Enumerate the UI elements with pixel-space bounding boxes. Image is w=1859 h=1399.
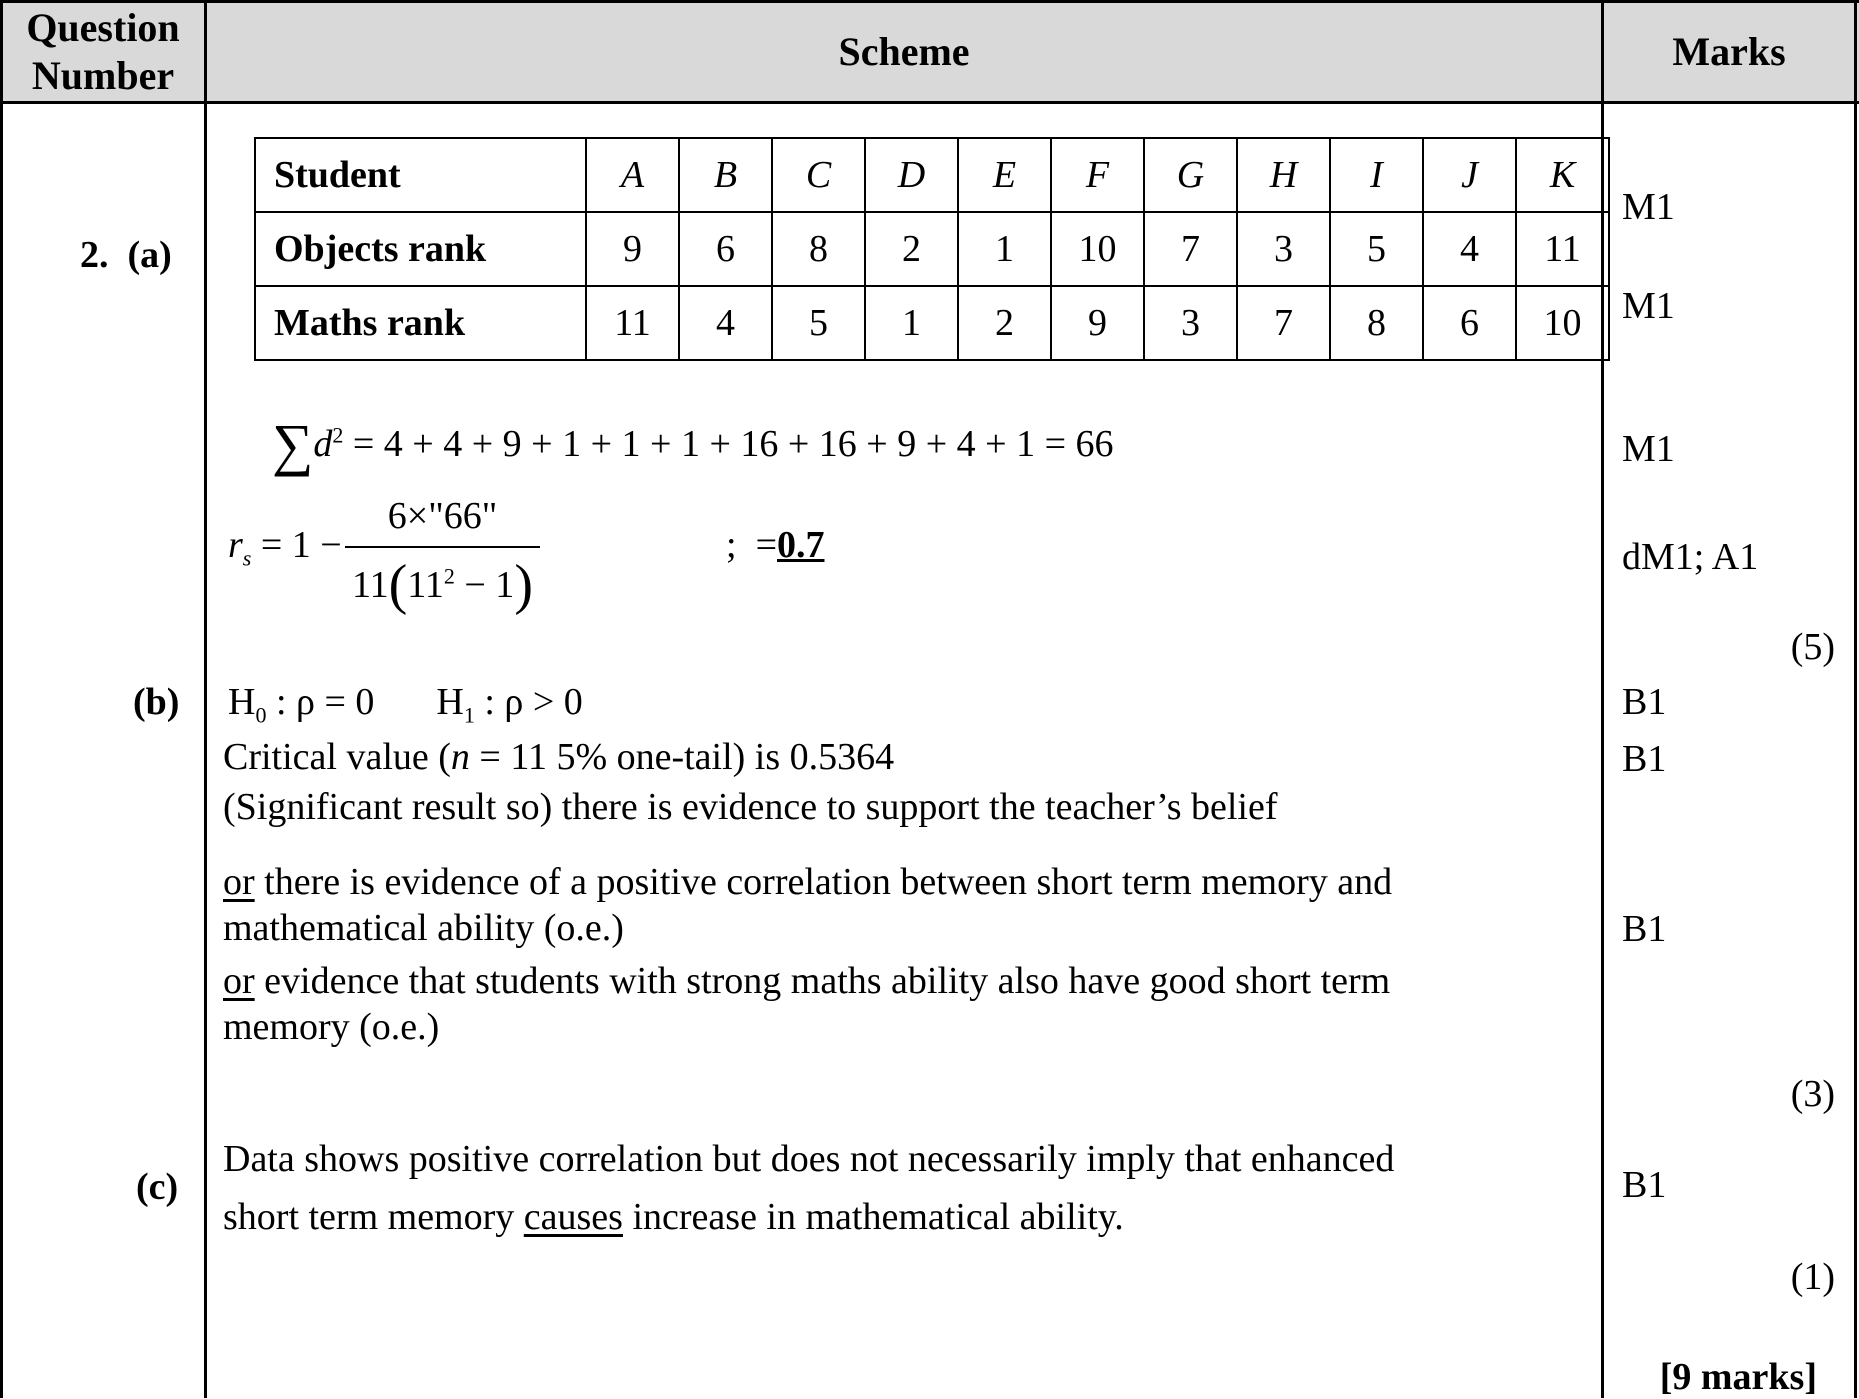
mark-b-total: (3) (1790, 1073, 1835, 1115)
den-pre: 11 (352, 564, 389, 606)
student-cell: C (772, 138, 865, 212)
part-c-line2 (223, 1188, 1394, 1246)
student-cell: J (1423, 138, 1516, 212)
alt2-text1: evidence that students with strong maths ability also have good short term (254, 960, 1391, 1002)
row-header-maths: Maths rank (255, 286, 586, 360)
row-header-student: Student (255, 138, 586, 212)
rule-col1 (204, 0, 207, 1398)
sum-d-squared (272, 410, 1114, 480)
student-cell: G (1144, 138, 1237, 212)
maths-rank-cell: 9 (1051, 286, 1144, 360)
objects-rank-cell: 1 (958, 212, 1051, 286)
objects-rank-cell: 4 (1423, 212, 1516, 286)
table-row (255, 212, 1609, 286)
mark-b-b1-1: B1 (1622, 681, 1667, 723)
rs-result (726, 523, 825, 569)
critical-pre: Critical value ( (223, 736, 451, 778)
alternative-2 (223, 959, 1390, 1050)
header-question-line1: Question (26, 5, 180, 50)
header-marks: Marks (1672, 29, 1786, 74)
question-label-a (80, 233, 172, 277)
maths-rank-cell: 5 (772, 286, 865, 360)
objects-rank-cell: 7 (1144, 212, 1237, 286)
critical-value (223, 735, 894, 781)
mark-a-m1-2: M1 (1622, 285, 1675, 327)
result-sep: ; (726, 524, 737, 566)
maths-rank-cell: 4 (679, 286, 772, 360)
objects-rank-cell: 2 (865, 212, 958, 286)
header-scheme: Scheme (838, 29, 970, 74)
student-cell: E (958, 138, 1051, 212)
part-b-label: (b) (133, 681, 180, 723)
part-c-causes: causes (523, 1196, 623, 1238)
question-number: 2. (80, 234, 109, 276)
part-c-line1: Data shows positive correlation but does not necessarily imply that enhanced (223, 1138, 1395, 1180)
objects-rank-cell: 5 (1330, 212, 1423, 286)
mark-a-dm1-a1: dM1; A1 (1622, 536, 1759, 578)
result-eq: = (755, 524, 777, 566)
student-cell: F (1051, 138, 1144, 212)
den-11: 11 (407, 564, 444, 606)
table-row (255, 138, 1609, 212)
sum-rhs: = 4 + 4 + 9 + 1 + 1 + 1 + 16 + 16 + 9 + 4 + 1 = 66 (352, 423, 1114, 465)
den-post: − 1 (454, 564, 515, 606)
rs-fraction-bar (345, 546, 540, 548)
rs-fraction-denominator (345, 552, 540, 619)
rs-var: r (228, 524, 243, 566)
rs-prefix: = 1 − (260, 524, 342, 566)
result-value: 0.7 (777, 524, 825, 566)
part-a-label: (a) (127, 234, 172, 276)
h0-rest: : ρ = 0 (275, 681, 375, 723)
maths-rank-cell: 3 (1144, 286, 1237, 360)
student-cell: H (1237, 138, 1330, 212)
objects-rank-cell: 6 (679, 212, 772, 286)
student-cell: A (586, 138, 679, 212)
h1-rest: : ρ > 0 (484, 681, 583, 723)
student-cell: D (865, 138, 958, 212)
alt2-or: or (223, 960, 255, 1002)
question-total-marks: [9 marks] (1659, 1356, 1817, 1398)
objects-rank-cell: 9 (586, 212, 679, 286)
objects-rank-cell: 3 (1237, 212, 1330, 286)
header-question-number (0, 4, 206, 100)
maths-rank-cell: 1 (865, 286, 958, 360)
alt1-text1: there is evidence of a positive correlation between short term memory and (254, 861, 1393, 903)
den-paren-left: ( (388, 554, 408, 616)
mark-a-m1-1: M1 (1622, 186, 1675, 228)
alt1-line2: mathematical ability (o.e.) (223, 906, 624, 949)
maths-rank-cell: 7 (1237, 286, 1330, 360)
maths-rank-cell: 6 (1423, 286, 1516, 360)
maths-rank-cell: 8 (1330, 286, 1423, 360)
h1-sub: 1 (463, 702, 475, 728)
h1-H: H (436, 681, 464, 723)
mark-c-total: (1) (1790, 1256, 1835, 1298)
den-paren-right: ) (514, 554, 533, 616)
rs-label (228, 523, 342, 572)
rule-header-bottom (0, 101, 1859, 104)
part-c-text (223, 1130, 1394, 1246)
hypotheses (228, 680, 583, 729)
rule-left (0, 0, 3, 1398)
critical-post: = 11 5% one-tail) is 0.5364 (469, 736, 895, 778)
alternative-1 (223, 860, 1392, 951)
maths-rank-cell: 11 (586, 286, 679, 360)
objects-rank-cell: 8 (772, 212, 865, 286)
sum-var: d (313, 423, 333, 465)
alt2-line1 (223, 959, 1390, 1005)
sum-symbol: ∑ (272, 412, 314, 477)
rs-fraction-numerator: 6×"66" (387, 495, 498, 537)
mark-a-total: (5) (1790, 626, 1835, 668)
rank-table (254, 137, 1610, 361)
student-cell: I (1330, 138, 1423, 212)
rs-sub: s (242, 545, 252, 571)
h0-sub: 0 (255, 702, 267, 728)
mark-b-b1-3: B1 (1622, 908, 1667, 950)
header-question-line2: Number (31, 53, 175, 98)
student-cell: B (679, 138, 772, 212)
part-c-line2-pre: short term memory (223, 1196, 524, 1238)
mark-c-b1: B1 (1622, 1164, 1667, 1206)
rule-right (1854, 0, 1857, 1398)
objects-rank-cell: 10 (1051, 212, 1144, 286)
maths-rank-cell: 10 (1516, 286, 1609, 360)
student-cell: K (1516, 138, 1609, 212)
part-c-line2-post: increase in mathematical ability. (622, 1196, 1124, 1238)
rule-top (0, 0, 1859, 3)
conclusion: (Significant result so) there is evidence to support the teacher’s belief (223, 786, 1278, 828)
critical-n: n (450, 736, 470, 778)
objects-rank-cell: 11 (1516, 212, 1609, 286)
den-exp: 2 (443, 563, 455, 589)
alt1-line1 (223, 860, 1392, 906)
maths-rank-cell: 2 (958, 286, 1051, 360)
alt2-line2: memory (o.e.) (223, 1005, 440, 1048)
alt1-or: or (223, 861, 255, 903)
mark-a-m1-3: M1 (1622, 428, 1675, 470)
table-row (255, 286, 1609, 360)
sum-exp: 2 (332, 422, 344, 448)
part-c-label: (c) (136, 1166, 179, 1208)
h0-H: H (228, 681, 256, 723)
row-header-objects: Objects rank (255, 212, 586, 286)
mark-b-b1-2: B1 (1622, 738, 1667, 780)
